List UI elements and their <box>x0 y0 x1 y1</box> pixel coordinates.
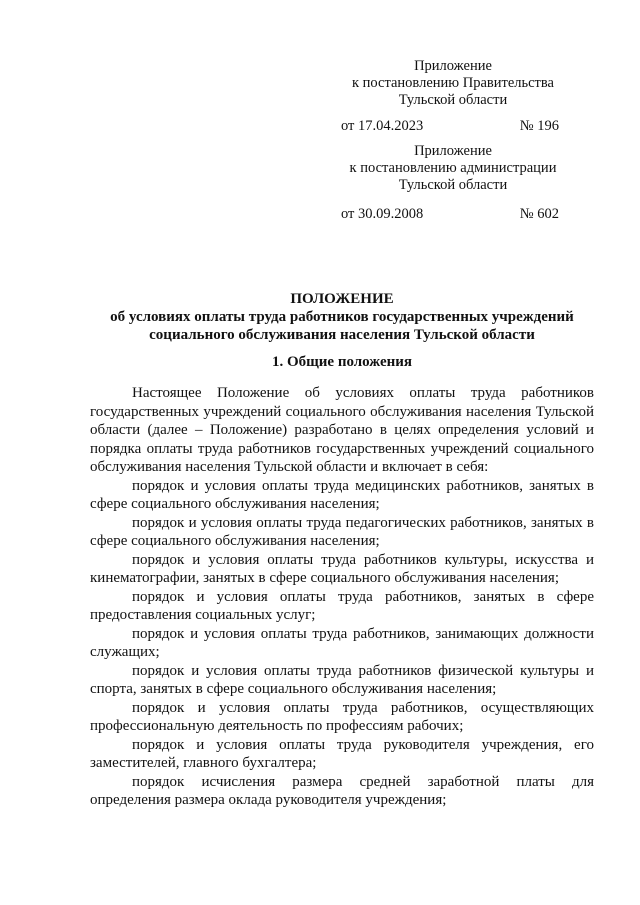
paragraph: порядок и условия оплаты труда работников культуры, искусства и кинематографии, занятых в сфере социального обслуживания населения; <box>90 551 594 586</box>
paragraph: Настоящее Положение об условиях оплаты труда работников государственных учреждений социального обслуживания населения Тульской области (далее – Положение) разработано в целях определения условий и порядка оплаты труда работников государственных учреждений социального обслуживания населения Тульской области и включает в себя: <box>90 385 594 475</box>
paragraph: порядок исчисления размера средней заработной платы для определения размера оклада руководителя учреждения; <box>90 773 594 808</box>
appendix-label: Приложение <box>414 58 492 74</box>
appendix-date: от 17.04.2023 <box>341 118 424 134</box>
appendix-number: № 602 <box>519 206 559 222</box>
document-title-line: ПОЛОЖЕНИЕ <box>290 291 394 307</box>
appendix-number: № 196 <box>519 118 559 134</box>
paragraph: порядок и условия оплаты труда педагогических работников, занятых в сфере социального обслуживания населения; <box>90 514 594 549</box>
document-body <box>90 384 594 810</box>
appendix-label: Приложение <box>414 143 492 159</box>
paragraph: порядок и условия оплаты труда работников, осуществляющих профессиональную деятельность по профессиям рабочих; <box>90 699 594 734</box>
document-title-line: об условиях оплаты труда работников государственных учреждений <box>110 309 574 325</box>
appendix-region: Тульской области <box>398 92 508 108</box>
appendix-header-2023 <box>330 58 576 109</box>
appendix-region: Тульской области <box>398 177 508 193</box>
paragraph: порядок и условия оплаты труда руководителя учреждения, его заместителей, главного бухгалтера; <box>90 736 594 771</box>
appendix-date: от 30.09.2008 <box>341 206 424 222</box>
paragraph: порядок и условия оплаты труда работников физической культуры и спорта, занятых в сфере социального обслуживания населения; <box>90 662 594 697</box>
document-title <box>90 290 594 344</box>
appendix-resolution: к постановлению Правительства <box>352 75 554 91</box>
appendix-resolution: к постановлению администрации <box>349 160 557 176</box>
paragraph: порядок и условия оплаты труда медицинских работников, занятых в сфере социального обслуживания населения; <box>90 477 594 512</box>
document-title-line: социального обслуживания населения Тульской области <box>149 327 535 343</box>
paragraph: порядок и условия оплаты труда работников, занимающих должности служащих; <box>90 625 594 660</box>
appendix-header-2008 <box>330 143 576 194</box>
section-heading: 1. Общие положения <box>271 354 413 370</box>
paragraph: порядок и условия оплаты труда работников, занятых в сфере предоставления социальных услуг; <box>90 588 594 623</box>
